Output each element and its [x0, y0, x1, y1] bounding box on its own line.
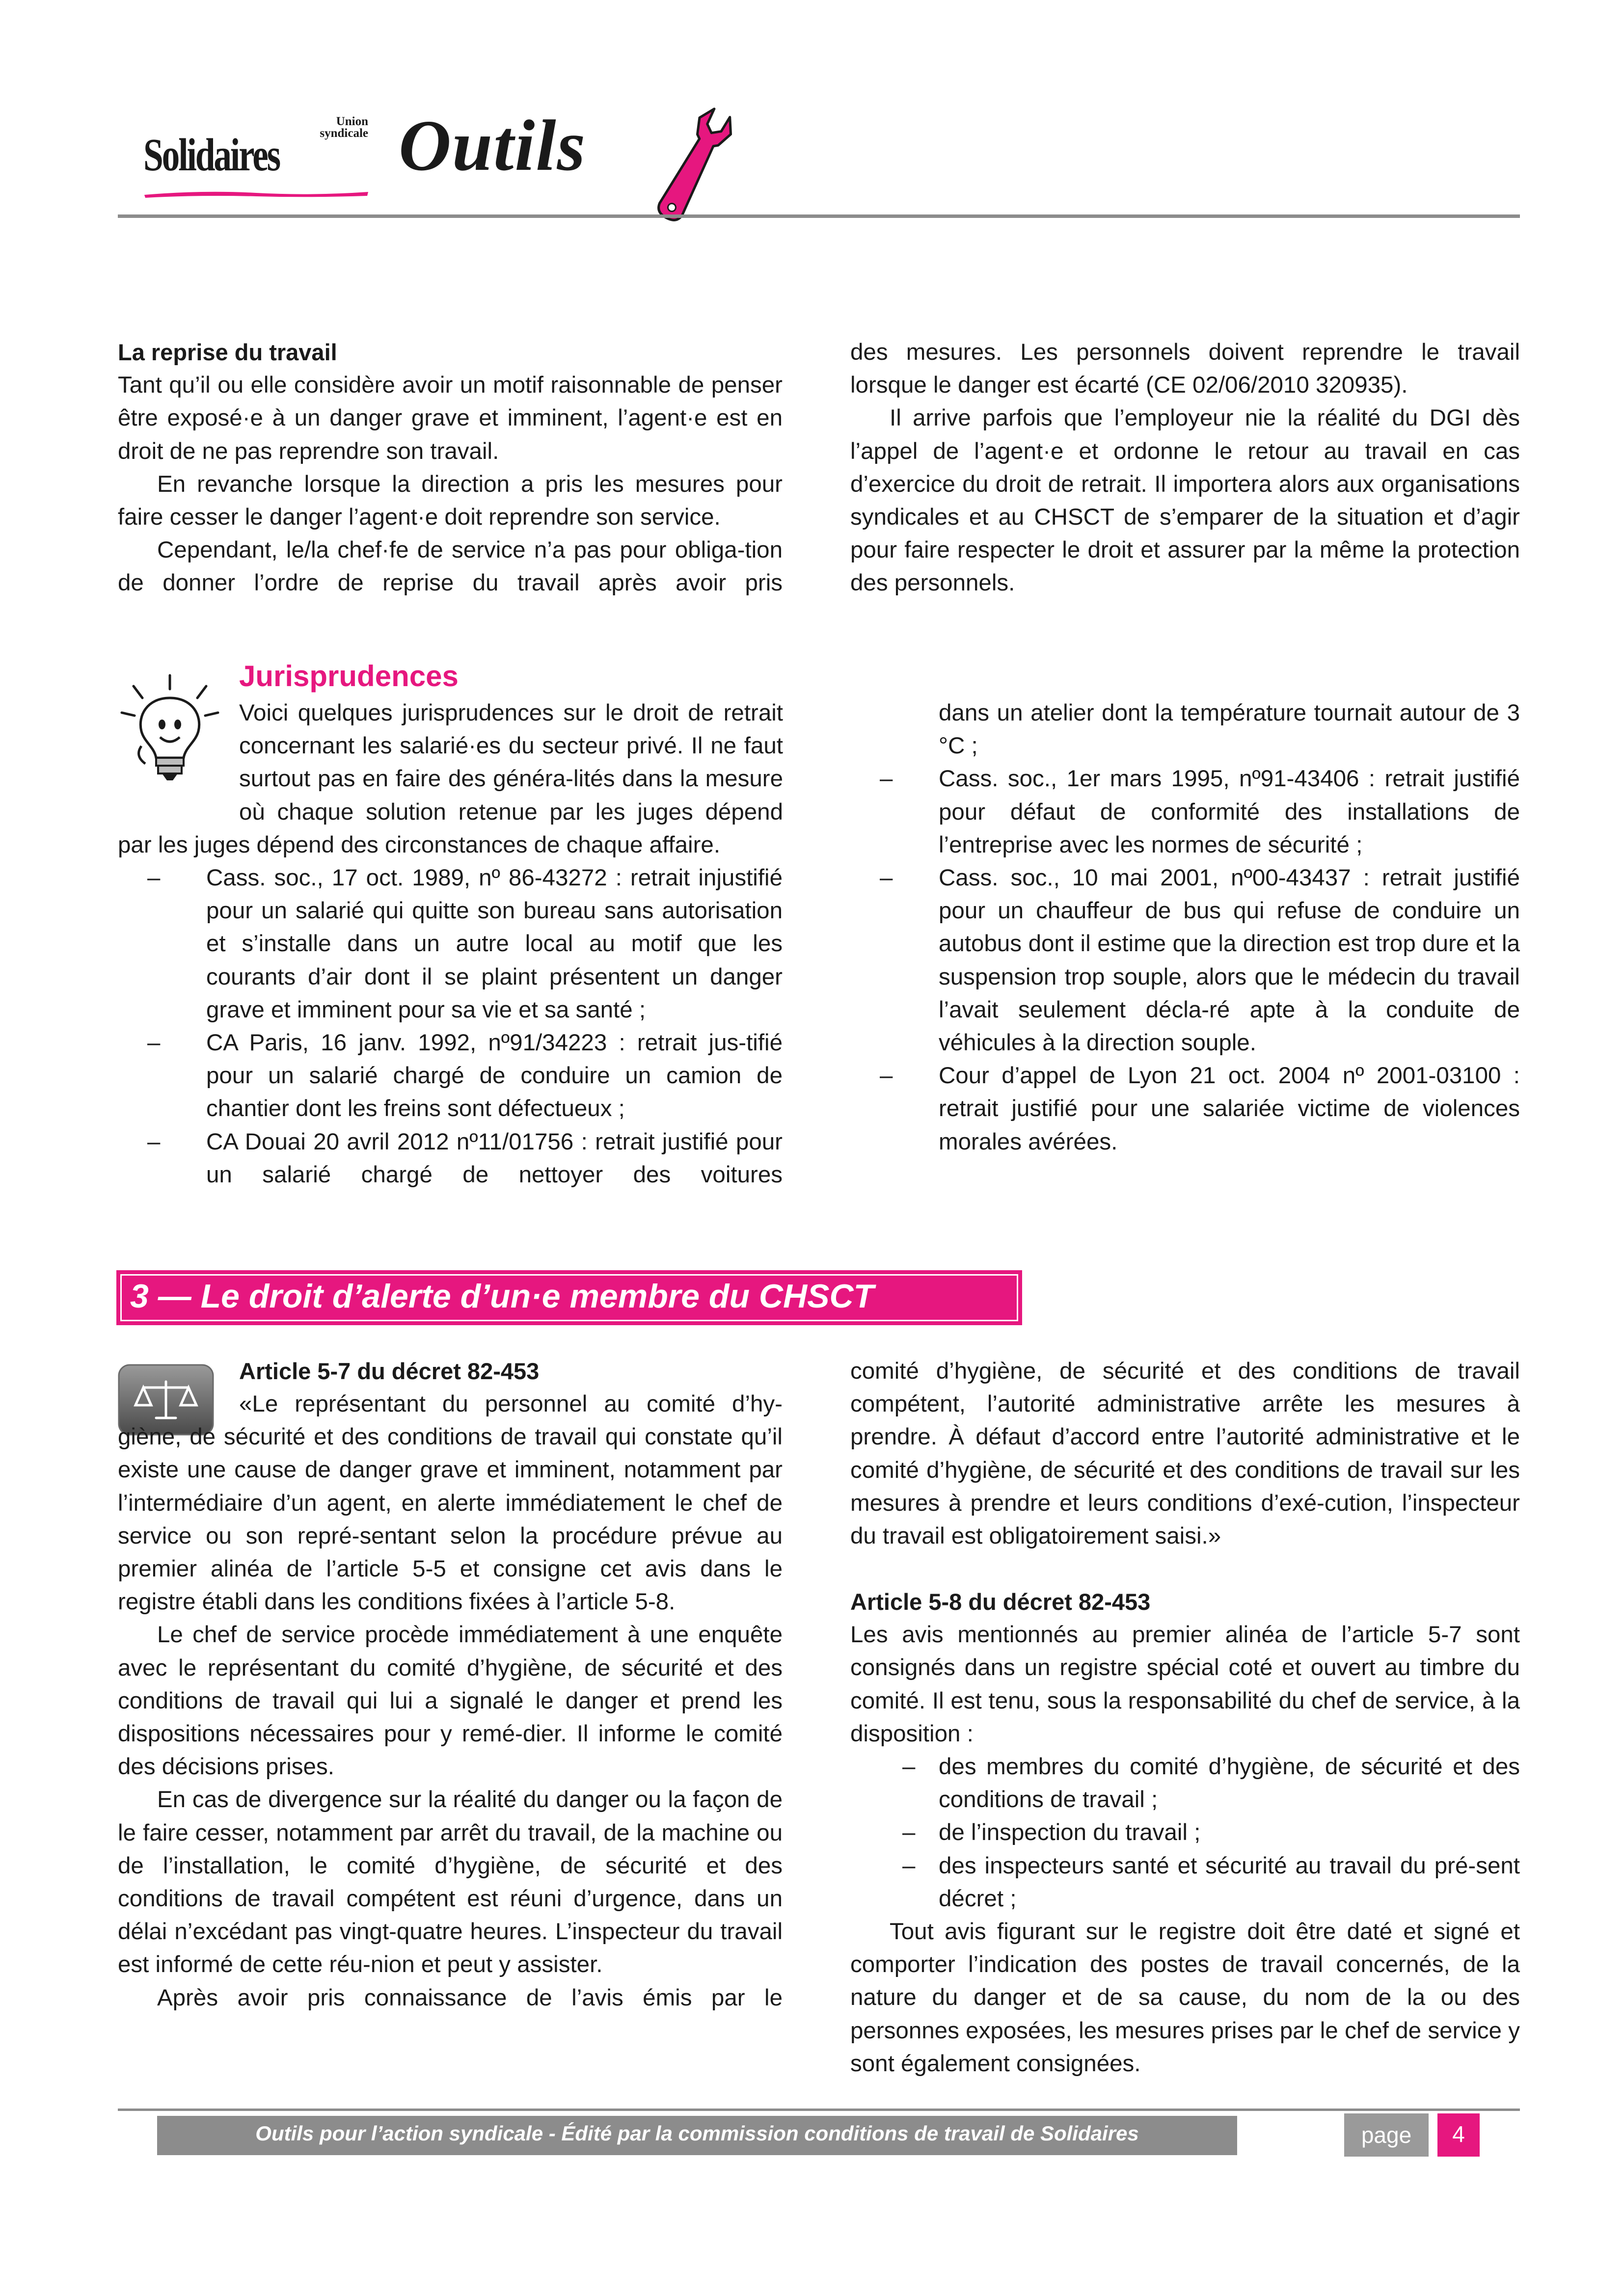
footer-credit: Outils pour l’action syndicale - Édité par la commission conditions de travail de Solidaires	[255, 2122, 1139, 2145]
page-title: Outils	[399, 106, 587, 186]
list-item	[850, 1816, 1520, 1849]
dash-marker: –	[880, 1063, 893, 1089]
jurisprudences-list-right	[850, 696, 1520, 1158]
article58-paragraph: Tout avis figurant sur le registre doit être daté et signé et comporter l’indication des postes de travail concernés, de la nature du danger et de sa cause, du nom de la ou des personnes exposées, les mesures prises par le chef de service y sont également consignées.	[850, 1919, 1520, 2077]
jurisprudences-intro-wrap	[239, 696, 783, 828]
dash-marker: –	[880, 766, 893, 792]
article57-paragraph: comité d’hygiène, de sécurité et des conditions de travail compétent, l’autorité administrative arrête les mesures à prendre. À défaut d’accord entre l’autorité administrative et le comité d’hygiène, de sécurité et des conditions de travail sur les mesures à prendre et leurs conditions d’exé-cution, l’inspecteur du travail est obligatoirement saisi.»	[850, 1358, 1520, 1549]
list-item	[850, 1849, 1520, 1915]
list-item	[850, 861, 1520, 1059]
list-item	[118, 1125, 783, 1191]
dash-marker: –	[147, 1128, 161, 1155]
dash-marker: –	[902, 1852, 916, 1879]
page-label: page	[1344, 2113, 1429, 2157]
list-item	[850, 1750, 1520, 1816]
jurisprudences-list-left	[118, 861, 783, 1191]
jurisprudences-intro: Voici quelques jurisprudences sur le droit de retrait concernant les salarié·es du secteur privé. Il ne faut surtout pas en faire des généra-lités dans la mesure où chaque solution retenue par les juges dépend	[239, 700, 783, 825]
list-item-text: dans un atelier dont la température tournait autour de 3 °C ;	[939, 700, 1520, 759]
wrench-icon	[647, 102, 745, 230]
list-item-text: des membres du comité d’hygiène, de sécurité et des conditions de travail ;	[939, 1754, 1520, 1813]
jurisprudences-intro-end: par les juges dépend des circonstances de chaque affaire.	[118, 832, 721, 858]
list-item-text: Cass. soc., 10 mai 2001, nº00-43437 : retrait justifié pour un chauffeur de bus qui refuse de conduire un autobus dont il estime que la direction est trop dure et la suspension trop souple, alors que le médecin du travail l’avait seulement décla-ré apte à la conduite de véhicules à la direction souple.	[939, 865, 1520, 1056]
reprise-left-column	[118, 336, 783, 600]
dash-marker: –	[902, 1754, 916, 1780]
header-rule	[118, 214, 1520, 218]
article58-paragraph: Les avis mentionnés au premier alinéa de l’article 5-7 sont consignés dans un registre spécial coté et ouvert au timbre du comité. Il est tenu, sous la responsabilité du chef de service, à la disposition :	[850, 1622, 1520, 1747]
list-item	[118, 1026, 783, 1125]
dash-marker: –	[902, 1819, 916, 1846]
page-number: 4	[1437, 2113, 1480, 2157]
logo-syndicale-label: syndicale	[320, 127, 368, 140]
list-item-text: Cass. soc., 1er mars 1995, nº91-43406 : retrait justifié pour défaut de conformité des installations de l’entreprise avec les normes de sécurité ;	[939, 766, 1520, 858]
section-title: 3 — Le droit d’alerte d’un·e membre du CHSCT	[130, 1278, 874, 1315]
list-item	[118, 861, 783, 1026]
list-item-text: Cass. soc., 17 oct. 1989, nº 86-43272 : retrait injustifié pour un salarié qui quitte son bureau sans autorisation et s’installe dans un autre local au motif que les courants d’air dont il se plaint présentent un danger grave et imminent pour sa vie et sa santé ;	[206, 865, 783, 1023]
reprise-paragraph: Cependant, le/la chef·fe de service n’a pas pour obliga-tion de donner l’ordre de reprise du travail après avoir pris	[118, 537, 783, 596]
reprise-paragraph: En revanche lorsque la direction a pris les mesures pour faire cesser le danger l’agent·e doit reprendre son service.	[118, 471, 783, 531]
dash-marker: –	[147, 1030, 161, 1056]
list-item-text: CA Paris, 16 janv. 1992, nº91/34223 : retrait jus-tifié pour un salarié chargé de conduire un camion de chantier dont les freins sont défectueux ;	[206, 1030, 783, 1122]
article58-column	[850, 1585, 1520, 2080]
jurisprudences-title: Jurisprudences	[239, 660, 459, 693]
article58-heading: Article 5-8 du décret 82-453	[850, 1589, 1151, 1615]
reprise-paragraph: des mesures. Les personnels doivent reprendre le travail lorsque le danger est écarté (CE 02/06/2010 320935).	[850, 339, 1520, 399]
reprise-paragraph: Tant qu’il ou elle considère avoir un motif raisonnable de penser être exposé·e à un danger grave et imminent, l’agent·e est en droit de ne pas reprendre son travail.	[118, 372, 783, 464]
section-banner	[116, 1270, 1022, 1325]
list-item	[850, 1059, 1520, 1158]
footer-rule	[118, 2109, 1520, 2111]
article57-paragraph: «Le représentant du personnel au comité d’hy-giène, de sécurité et des conditions de travail qui constate qu’il existe une cause de danger grave et imminent, notamment par l’intermédiaire d’un agent, en alerte immédiatement le chef de service ou son repré-sentant selon la procédure prévue au premier alinéa de l’article 5-5 et consigne cet avis dans le registre établi dans les conditions fixées à l’article 5-8.	[118, 1391, 783, 1615]
list-item-text: de l’inspection du travail ;	[939, 1819, 1201, 1846]
jurisprudences-intro-tail	[118, 828, 783, 861]
article57-paragraph: Le chef de service procède immédiatement à une enquête avec le représentant du comité d’hygiène, de sécurité et des conditions de travail qui lui a signalé le danger et prend les dispositions nécessaires pour y remé-dier. Il informe le comité des décisions prises.	[118, 1622, 783, 1780]
list-item-text: des inspecteurs santé et sécurité au travail du pré-sent décret ;	[939, 1852, 1520, 1912]
article57-left-column	[118, 1388, 783, 2014]
logo-underline-swoosh	[143, 188, 369, 199]
dash-marker: –	[880, 865, 893, 891]
list-item-continued	[850, 696, 1520, 762]
logo-union-text	[309, 116, 368, 139]
article57-heading: Article 5-7 du décret 82-453	[239, 1358, 540, 1384]
solidaires-logo: Solidaires	[143, 130, 280, 181]
article57-right-column	[850, 1355, 1520, 1552]
list-item-text: Cour d’appel de Lyon 21 oct. 2004 nº 2001-03100 : retrait justifié pour une salariée victime de violences morales avérées.	[939, 1063, 1520, 1155]
article57-paragraph: En cas de divergence sur la réalité du danger ou la façon de le faire cesser, notamment par arrêt du travail, de la machine ou de l’installation, le comité d’hygiène, de sécurité et des conditions de travail compétent est réuni d’urgence, dans un délai n’excédant pas vingt-quatre heures. L’inspecteur du travail est informé de cette réu-nion et peut y assister.	[118, 1787, 783, 1978]
list-item	[850, 762, 1520, 861]
reprise-heading: La reprise du travail	[118, 339, 337, 365]
reprise-right-column	[850, 336, 1520, 600]
reprise-paragraph: Il arrive parfois que l’employeur nie la réalité du DGI dès l’appel de l’agent·e et ordonne le retour au travail en cas d’exercice du droit de retrait. Il importera alors aux organisations syndicales et au CHSCT de s’emparer de la situation et d’agir pour faire respecter le droit et assurer par la même la protection des personnels.	[850, 405, 1520, 596]
article57-paragraph: Après avoir pris connaissance de l’avis émis par le	[157, 1984, 783, 2011]
logo-union-label: Union	[336, 115, 368, 128]
list-item-text: CA Douai 20 avril 2012 nº11/01756 : retrait justifié pour un salarié chargé de nettoyer des voitures	[206, 1128, 783, 1188]
article57-head	[239, 1355, 783, 1388]
lightbulb-icon	[117, 672, 225, 785]
footer-bar	[157, 2116, 1237, 2155]
dash-marker: –	[147, 865, 161, 891]
